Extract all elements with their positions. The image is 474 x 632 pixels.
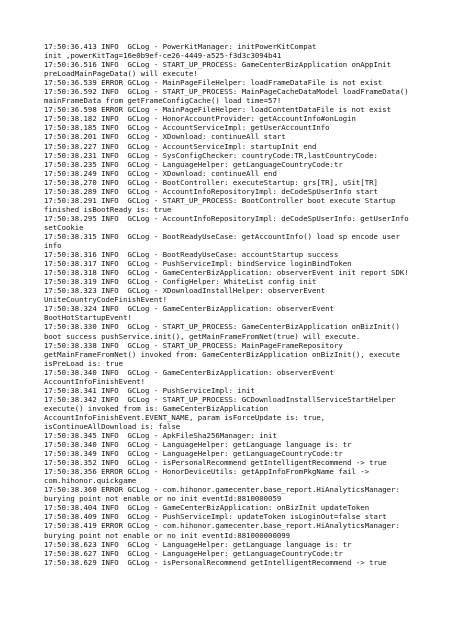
log-line: 17:50:38.289 INFO GCLog - AccountInfoRepositoryImpl: deCodeSpUserInfo start: [44, 186, 378, 196]
log-line: 17:50:38.201 INFO GCLog - XDownload: continueAll start: [44, 132, 286, 142]
log-line: 17:50:36.516 INFO GCLog - START_UP_PROCESS: GameCenterBizApplication onAppInit: [44, 60, 392, 70]
log-line: burying point not enable or no init eventId:881000000099: [44, 530, 291, 540]
log-line: 17:50:38.319 INFO GCLog - ConfigHelper: WhiteList config init: [44, 277, 317, 287]
log-line: 17:50:36.598 ERROR GCLog - MainPageFileHelper: loadContentDataFile is not exist: [44, 105, 392, 115]
log-line: AccountInfoFinishEvent!: [44, 376, 146, 386]
log-line: BootHotStartupEvent!: [44, 313, 132, 323]
log-line: 17:50:38.227 INFO GCLog - AccountServiceImpl: startupInit end: [44, 141, 317, 151]
log-line: 17:50:38.317 INFO GCLog - PushServiceImpl: bindService loginBindToken: [44, 259, 352, 269]
log-line: 17:50:38.360 ERROR GCLog - com.hihonor.gamecenter.base_report.HiAnalyticsManager:: [44, 485, 400, 495]
log-line: 17:50:36.413 INFO GCLog - PowerKitManager: initPowerKitCompat: [44, 42, 317, 51]
log-line: 17:50:38.340 INFO GCLog - GameCenterBizApplication: observerEvent: [44, 367, 334, 377]
log-line: 17:50:38.324 INFO GCLog - GameCenterBizApplication: observerEvent: [44, 304, 334, 314]
log-line: finished isBootReady is: true: [44, 204, 172, 214]
log-line: UniteCountryCodeFinishEvent!: [44, 295, 168, 305]
log-line: 17:50:38.356 ERROR GCLog - HonorDeviceUtils: getAppInfoFromPkgName fail ->: [44, 467, 370, 477]
log-line: 17:50:38.270 INFO GCLog - BootController: executeStartup: grs[TR], uSit[TR]: [44, 177, 378, 187]
log-line: 17:50:38.316 INFO GCLog - BootReadyUseCase: accountStartup success: [44, 250, 339, 260]
log-line: 17:50:38.235 INFO GCLog - LanguageHelper: getLanguageCountryCode:tr: [44, 159, 343, 169]
log-line: 17:50:38.182 INFO GCLog - HonorAccountProvider: getAccountInfo#onLogin: [44, 114, 356, 124]
log-line: 17:50:38.291 INFO GCLog - START_UP_PROCESS: BootController boot execute Startup: [44, 195, 396, 205]
log-line: 17:50:38.352 INFO GCLog - isPersonalRecommend getIntelligentRecommend -> true: [44, 458, 387, 468]
log-line: 17:50:38.338 INFO GCLog - START_UP_PROCESS: MainPageFrameRepository: [44, 340, 343, 350]
log-line: 17:50:38.318 INFO GCLog - GameCenterBizApplication: observerEvent init report SDK!: [44, 268, 409, 278]
log-line: 17:50:38.342 INFO GCLog - START_UP_PROCESS: GCDownloadInstallServiceStartHelper: [44, 394, 396, 404]
log-line: preLoadMainPageData() will execute!: [44, 69, 198, 79]
log-line: 17:50:38.627 INFO GCLog - LanguageHelper: getLanguageCountryCode:tr: [44, 548, 343, 558]
log-line: init ,powerKitTag=16e0b9ef-ce26-4449-a525-f3d3c3094b41: [44, 51, 282, 61]
log-line: boot success pushService.init(), getMainFrameFromNet(true) will execute.: [44, 331, 361, 341]
log-line: com.hihonor.quickgame: [44, 476, 137, 486]
log-line: execute() invoked from is: GameCenterBizApplication: [44, 403, 269, 413]
log-line: 17:50:38.231 INFO GCLog - SysConfigChecker: countryCode:TR,lastCountryCode:: [44, 150, 378, 160]
log-line: mainFrameData from getFrameConfigCache() load time=57!: [44, 96, 282, 106]
log-document: [44, 42, 444, 567]
log-line: 17:50:38.419 ERROR GCLog - com.hihonor.gamecenter.base_report.HiAnalyticsManager:: [44, 521, 400, 531]
log-line: 17:50:38.249 INFO GCLog - XDownload: continueAll end: [44, 168, 277, 178]
log-line: 17:50:38.295 INFO GCLog - AccountInfoRepositoryImpl: deCodeSpUserInfo: getUserInfo: [44, 213, 409, 223]
log-line: info: [44, 241, 62, 251]
log-line: isContinueAllDownload is: false: [44, 421, 181, 431]
log-line: 17:50:38.330 INFO GCLog - START_UP_PROCESS: GameCenterBizApplication onBizInit(): [44, 322, 400, 332]
log-line: 17:50:36.539 ERROR GCLog - MainPageFileHelper: loadFrameDataFile is not exist: [44, 78, 383, 88]
log-line: setCookie: [44, 222, 84, 232]
log-line: 17:50:38.404 INFO GCLog - GameCenterBizApplication: onBizInit updateToken: [44, 503, 370, 513]
log-line: AccountInfoFinishEvent.EVENT_NAME, param isForceUpdate is: true,: [44, 412, 326, 422]
log-line: 17:50:38.341 INFO GCLog - PushServiceImpl: init: [44, 385, 255, 395]
log-line: 17:50:38.185 INFO GCLog - AccountServiceImpl: getUserAccountInfo: [44, 123, 330, 133]
log-line: burying point not enable or no init eventId:8810000059: [44, 494, 282, 504]
log-line: 17:50:38.323 INFO GCLog - XDownloadInstallHelper: observerEvent: [44, 286, 326, 296]
log-line: 17:50:38.629 INFO GCLog - isPersonalRecommend getIntelligentRecommend -> true: [44, 557, 387, 567]
log-line: getMainFrameFromNet() invoked from: GameCenterBizApplication onBizInit(), execute: [44, 349, 400, 359]
log-line: 17:50:36.592 INFO GCLog - START_UP_PROCESS: MainPageCacheDataModel loadFrameData(): [44, 87, 409, 97]
log-line: 17:50:38.345 INFO GCLog - ApkFileSha256Manager: init: [44, 431, 277, 441]
log-line: 17:50:38.349 INFO GCLog - LanguageHelper: getLanguageCountryCode:tr: [44, 449, 343, 459]
log-line: 17:50:38.409 INFO GCLog - PushServiceImpl: updateToken isLoginOut=false start: [44, 512, 387, 522]
log-line: 17:50:38.315 INFO GCLog - BootReadyUseCase: getAccountInfo() load sp encode user: [44, 231, 400, 241]
log-line: isPreLoad is: true: [44, 358, 124, 368]
log-line: 17:50:38.623 INFO GCLog - LanguageHelper: getLanguage language is: tr: [44, 539, 352, 549]
log-line: 17:50:38.340 INFO GCLog - LanguageHelper: getLanguage language is: tr: [44, 440, 352, 450]
